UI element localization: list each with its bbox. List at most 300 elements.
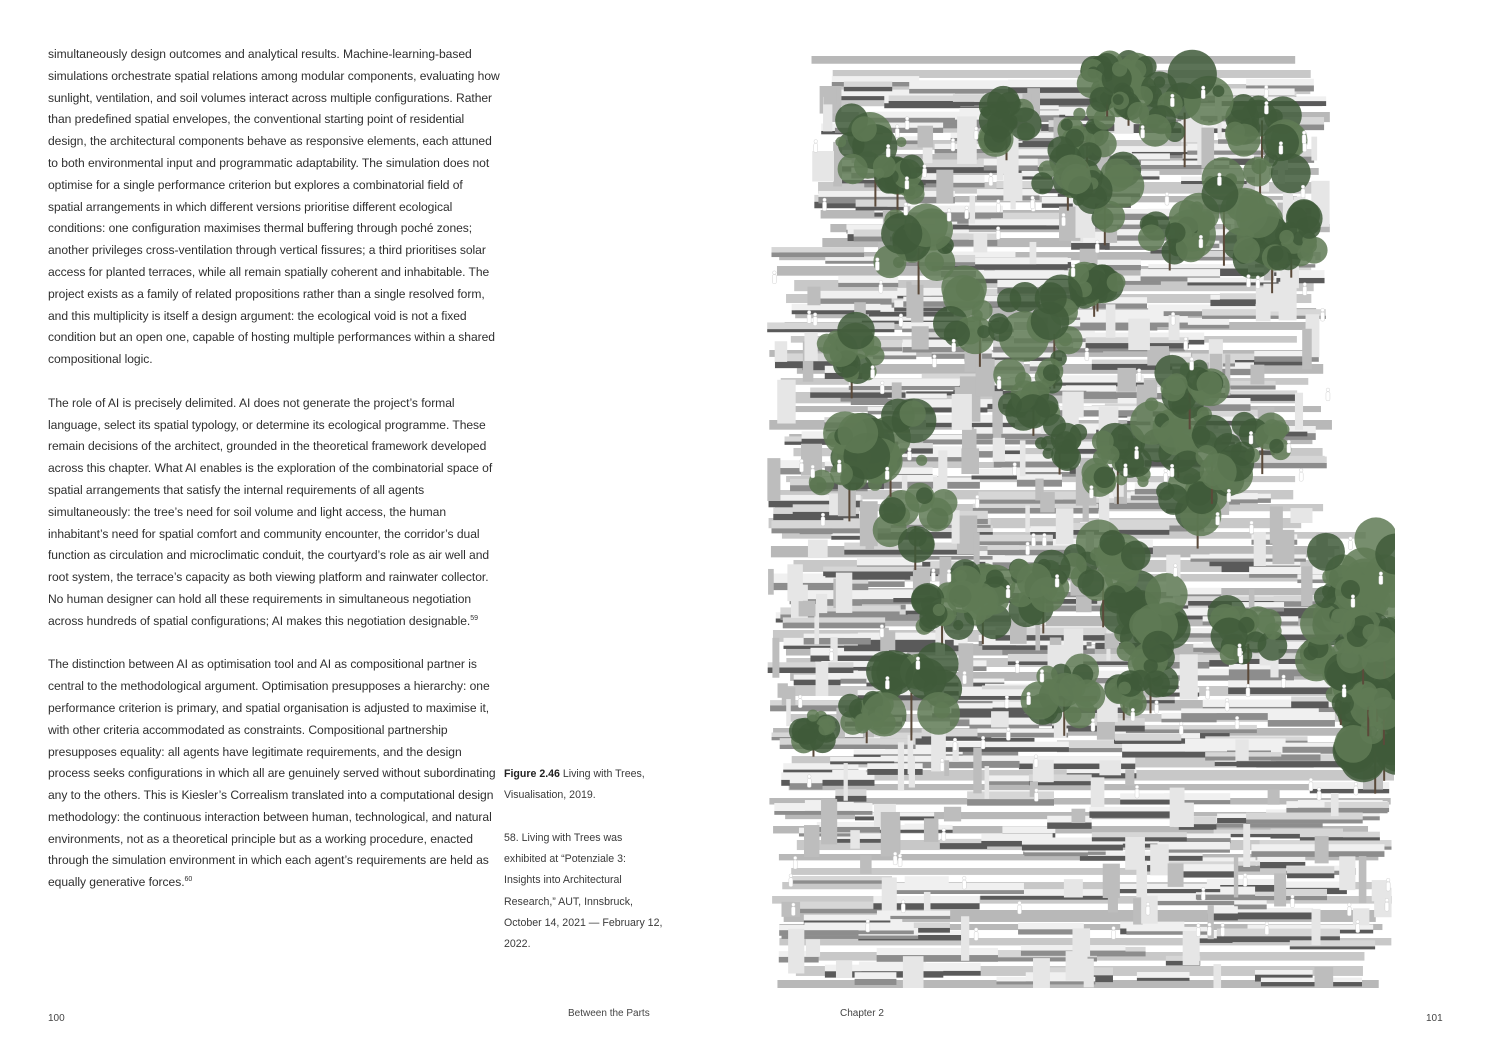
wall-element: [1254, 532, 1266, 566]
person-head: [1007, 728, 1011, 732]
person-head: [1055, 574, 1059, 578]
tree-foliage: [1035, 282, 1067, 314]
wall-element: [1033, 958, 1050, 988]
person-head: [807, 310, 811, 314]
tower-visualisation: [767, 46, 1395, 988]
person-head: [1264, 85, 1268, 89]
tree-foliage: [955, 570, 967, 582]
person-body: [951, 142, 955, 151]
tree-foliage: [1090, 548, 1103, 561]
slab-underside: [973, 508, 1099, 514]
wall-element: [1136, 861, 1147, 897]
person-body: [1303, 286, 1307, 295]
tree-foliage: [1077, 570, 1104, 597]
person-body: [947, 212, 951, 221]
person-head: [1034, 755, 1038, 759]
slab-underside: [844, 87, 892, 91]
slab-underside: [1092, 303, 1147, 308]
wall-element: [1091, 777, 1105, 807]
person-body: [1013, 466, 1017, 475]
floor-slab: [783, 617, 885, 622]
floor-slab: [1089, 807, 1182, 811]
person-body: [1235, 720, 1239, 729]
person-head: [1326, 388, 1330, 392]
person-head: [963, 671, 967, 675]
person-body: [886, 148, 890, 157]
person-head: [1027, 692, 1031, 696]
floor-slab: [1018, 923, 1084, 929]
floor-slab: [905, 876, 949, 883]
person-head: [773, 271, 777, 275]
person-head: [792, 903, 796, 907]
wall-element: [924, 892, 931, 911]
tree-foliage: [1287, 207, 1307, 227]
person-body: [1031, 200, 1035, 209]
slab-underside: [967, 799, 1054, 806]
tree-foliage: [1097, 445, 1111, 459]
person-body: [1348, 540, 1352, 549]
person-body: [1265, 926, 1269, 935]
footnote-ref-59[interactable]: 59: [470, 614, 478, 622]
floor-slab: [1246, 79, 1314, 86]
person-body: [800, 463, 804, 472]
tree-foliage: [986, 570, 1004, 588]
person-body: [901, 904, 905, 913]
person-head: [814, 140, 818, 144]
person-body: [772, 275, 776, 284]
wall-element: [1235, 739, 1248, 760]
tree-foliage: [1138, 224, 1165, 251]
floor-slab: [978, 755, 1020, 760]
person-head: [953, 738, 957, 742]
floor-slab: [1217, 929, 1340, 937]
slab-underside: [1246, 819, 1363, 823]
person-head: [1202, 887, 1206, 891]
person-head: [789, 874, 793, 878]
tree-foliage: [1197, 371, 1223, 397]
tree-foliage: [1303, 646, 1317, 660]
person-head: [811, 465, 815, 469]
person-head: [940, 759, 944, 763]
person-body: [866, 923, 870, 932]
tree-foliage: [1161, 376, 1186, 401]
person-head: [1146, 902, 1150, 906]
person-body: [1385, 902, 1389, 911]
person-body: [1085, 352, 1089, 361]
person-head: [1135, 785, 1139, 789]
person-body: [1165, 196, 1169, 205]
floor-slab: [978, 492, 1081, 500]
wall-element: [952, 394, 972, 430]
wall-element: [1268, 790, 1280, 805]
tree-foliage: [881, 213, 922, 254]
wall-element: [903, 956, 924, 988]
slab-underside: [1261, 982, 1362, 986]
person-head: [1032, 533, 1036, 537]
tree-foliage: [946, 580, 979, 613]
tree-foliage: [899, 400, 925, 426]
tree-foliage: [898, 526, 935, 563]
person-head: [1279, 142, 1283, 146]
person-body: [893, 856, 897, 865]
tree-foliage: [1107, 273, 1126, 292]
person-body: [965, 210, 969, 219]
floor-slab: [830, 757, 894, 761]
person-body: [793, 860, 797, 869]
person-head: [1317, 787, 1321, 791]
wall-element: [912, 326, 929, 349]
slab-underside: [1228, 687, 1332, 694]
tree-foliage: [837, 312, 875, 350]
person-head: [886, 144, 890, 148]
person-body: [1135, 789, 1139, 798]
wall-element: [768, 569, 774, 595]
wall-element: [976, 359, 995, 397]
person-body: [1006, 731, 1010, 740]
wall-element: [1301, 566, 1312, 606]
person-body: [837, 464, 841, 473]
person-head: [1349, 537, 1353, 541]
paragraph-3: [48, 654, 500, 894]
person-head: [1321, 308, 1325, 312]
tree-foliage: [1073, 108, 1085, 120]
person-body: [1190, 361, 1194, 370]
person-body: [829, 652, 833, 661]
tree-foliage: [1231, 442, 1255, 466]
wall-element: [1243, 824, 1250, 867]
person-head: [997, 376, 1001, 380]
person-body: [1287, 444, 1291, 453]
slab-underside: [978, 761, 1020, 768]
person-head: [1164, 469, 1168, 473]
tree-foliage: [1213, 85, 1225, 97]
floor-slab: [1187, 278, 1291, 283]
person-body: [1216, 516, 1220, 525]
floor-slab: [987, 546, 1072, 550]
wall-element: [991, 711, 1009, 727]
tree-foliage: [1061, 164, 1091, 194]
person-head: [1348, 903, 1352, 907]
person-head: [1221, 923, 1225, 927]
wall-element: [1106, 304, 1116, 338]
person-head: [905, 176, 909, 180]
tree-foliage: [1267, 246, 1283, 262]
person-body: [807, 314, 811, 323]
tree-foliage: [900, 155, 924, 179]
person-body: [1317, 791, 1321, 800]
wall-element: [1359, 856, 1367, 903]
person-body: [916, 661, 920, 670]
person-head: [1354, 782, 1358, 786]
person-body: [1124, 467, 1128, 476]
wall-element: [985, 766, 990, 799]
person-body: [1155, 704, 1159, 713]
person-body: [1342, 688, 1346, 697]
floor-slab: [1176, 864, 1236, 871]
person-body: [1225, 702, 1229, 711]
person-body: [1201, 90, 1205, 99]
person-head: [1137, 369, 1141, 373]
person-head: [899, 314, 903, 318]
wall-element: [1150, 844, 1169, 875]
floor-slab: [767, 322, 894, 329]
slab-underside: [838, 283, 898, 287]
wall-element: [799, 601, 816, 617]
person-body: [1091, 722, 1095, 731]
wall-element: [767, 458, 780, 501]
tree-foliage: [862, 692, 906, 736]
slab-underside: [980, 896, 1114, 900]
tree-trunk: [910, 693, 912, 741]
person-head: [813, 313, 817, 317]
paragraph-1: [48, 44, 500, 371]
person-body: [905, 180, 909, 189]
person-head: [1282, 675, 1286, 679]
floor-slab: [1092, 832, 1187, 837]
person-head: [1235, 716, 1239, 720]
tree-foliage: [830, 350, 842, 362]
person-head: [1085, 348, 1089, 352]
person-body: [1243, 877, 1247, 886]
person-body: [1326, 392, 1330, 401]
person-head: [823, 198, 827, 202]
floor-slab: [790, 777, 823, 783]
tree-foliage: [1279, 230, 1294, 245]
paragraph-2: [48, 393, 500, 633]
person-body: [1170, 98, 1174, 107]
person-body: [931, 572, 935, 581]
wall-element: [1274, 873, 1286, 906]
wall-element: [1339, 856, 1355, 890]
person-head: [962, 876, 966, 880]
floor-slab: [877, 948, 998, 955]
person-head: [1006, 585, 1010, 589]
tree-foliage: [789, 718, 814, 743]
slab-underside: [1022, 845, 1123, 851]
person-head: [1141, 125, 1145, 129]
person-head: [1091, 718, 1095, 722]
tree-foliage: [873, 155, 896, 178]
floor-slab: [1122, 744, 1240, 752]
person-body: [996, 203, 1000, 212]
wall-element: [1020, 440, 1026, 476]
tree-foliage: [1036, 666, 1058, 688]
slab-underside: [771, 252, 864, 257]
person-body: [895, 128, 899, 137]
person-head: [1190, 357, 1194, 361]
floor-slab: [792, 304, 881, 310]
person-head: [898, 854, 902, 858]
slab-underside: [1209, 561, 1260, 566]
person-head: [880, 381, 884, 385]
person-body: [975, 499, 979, 508]
tree-foliage: [838, 694, 862, 718]
slab-underside: [894, 890, 1024, 894]
slab-underside: [1131, 496, 1162, 501]
floor-slab: [1126, 927, 1207, 931]
person-head: [893, 852, 897, 856]
person-body: [907, 451, 911, 460]
wall-element: [1025, 505, 1030, 532]
floor-slab: [1255, 970, 1313, 975]
person-head: [1351, 595, 1355, 599]
wall-element: [1083, 503, 1089, 521]
wall-element: [1311, 137, 1317, 161]
person-body: [905, 120, 909, 129]
wall-element: [1128, 319, 1150, 350]
tree-foliage: [836, 137, 847, 148]
person-head: [1035, 789, 1039, 793]
slab-underside: [1237, 761, 1343, 767]
person-body: [1264, 105, 1268, 114]
person-body: [940, 762, 944, 771]
person-body: [996, 230, 1000, 239]
figure-living-with-trees: [767, 46, 1395, 988]
footnote-58: 58. Living with Trees was exhibited at “Potenziale 3: Insights into Architectural Research,” AUT, Innsbruck, October 14, 2021 — February 12, 2022.: [504, 831, 663, 951]
slab-underside: [1047, 822, 1091, 828]
person-head: [838, 460, 842, 464]
person-body: [823, 202, 827, 211]
person-body: [1207, 927, 1211, 936]
floor-slab: [945, 742, 1069, 747]
person-head: [798, 695, 802, 699]
person-body: [1179, 726, 1183, 735]
slab-underside: [1089, 811, 1182, 818]
slab-underside: [791, 880, 892, 884]
person-body: [953, 742, 957, 751]
wall-element: [1056, 508, 1074, 544]
person-head: [876, 258, 880, 262]
person-body: [1184, 341, 1188, 350]
person-body: [997, 380, 1001, 389]
person-head: [996, 227, 1000, 231]
wall-element: [806, 939, 820, 956]
wall-element: [1180, 654, 1198, 699]
person-head: [1096, 240, 1100, 244]
tree-foliage: [988, 313, 1009, 334]
wall-element: [1331, 793, 1339, 816]
person-body: [1173, 568, 1177, 577]
wall-element: [1084, 959, 1094, 988]
person-body: [798, 699, 802, 708]
tree-trunk: [1184, 113, 1186, 168]
person-head: [1005, 695, 1009, 699]
page-number-right: 101: [1426, 1013, 1443, 1024]
wall-element: [909, 755, 915, 787]
wall-element: [936, 170, 953, 203]
wall-element: [1170, 788, 1185, 827]
person-body: [1299, 472, 1303, 481]
wall-element: [1295, 393, 1303, 430]
person-body: [1217, 177, 1221, 186]
structure-band: [812, 56, 1296, 64]
tree-foliage: [977, 325, 990, 338]
running-title-left: Between the Parts: [568, 1008, 650, 1019]
footnote-ref-60[interactable]: 60: [184, 876, 193, 884]
tree-foliage: [917, 692, 960, 735]
wall-element: [1099, 760, 1121, 775]
person-body: [1071, 268, 1075, 277]
person-head: [1015, 660, 1019, 664]
slab-underside: [1268, 720, 1335, 727]
person-body: [1015, 664, 1019, 673]
person-head: [996, 200, 1000, 204]
tree-foliage: [979, 584, 1010, 615]
slab-underside: [1120, 800, 1177, 805]
person-body: [1018, 905, 1022, 914]
person-head: [1171, 94, 1175, 98]
person-head: [1238, 644, 1242, 648]
person-body: [1386, 882, 1390, 891]
person-head: [880, 625, 884, 629]
person-body: [1112, 930, 1116, 939]
person-body: [1005, 699, 1009, 708]
person-body: [814, 143, 818, 152]
person-head: [1299, 468, 1303, 472]
slab-underside: [1300, 837, 1380, 840]
slab-underside: [1291, 701, 1328, 708]
person-body: [1354, 786, 1358, 795]
floor-slab: [1115, 734, 1181, 741]
person-body: [963, 675, 967, 684]
person-body: [1034, 758, 1038, 767]
floor-slab: [1300, 832, 1380, 837]
tree-foliage: [1112, 61, 1127, 76]
person-head: [1309, 778, 1313, 782]
wall-element: [1168, 863, 1184, 887]
person-body: [1095, 244, 1099, 253]
tree-foliage: [838, 413, 879, 454]
person-body: [1170, 468, 1174, 477]
person-head: [885, 467, 889, 471]
person-body: [923, 168, 927, 177]
floor-slab: [1287, 866, 1334, 873]
person-head: [947, 209, 951, 213]
person-body: [1290, 899, 1294, 908]
person-body: [1196, 928, 1200, 937]
slab-underside: [945, 747, 1069, 752]
side-notes: [504, 764, 664, 956]
wall-element: [777, 380, 795, 424]
person-body: [1201, 891, 1205, 900]
person-head: [1184, 337, 1188, 341]
person-head: [1201, 86, 1205, 90]
person-body: [932, 358, 936, 367]
wall-element: [1291, 508, 1313, 523]
wall-element: [850, 830, 860, 848]
person-head: [1135, 446, 1139, 450]
tree-foliage: [1031, 172, 1053, 194]
person-head: [1112, 926, 1116, 930]
person-body: [1206, 690, 1210, 699]
person-body: [974, 932, 978, 941]
person-body: [942, 832, 946, 841]
person-head: [1131, 708, 1135, 712]
person-head: [800, 459, 804, 463]
person-head: [901, 900, 905, 904]
person-head: [981, 736, 985, 740]
wall-element: [1263, 284, 1283, 312]
person-head: [1179, 722, 1183, 726]
slab-underside: [835, 796, 866, 802]
body-text: [48, 44, 500, 916]
wall-element: [772, 638, 779, 678]
person-body: [1221, 927, 1225, 936]
wall-element: [786, 699, 791, 726]
person-head: [1291, 895, 1295, 899]
slab-underside: [767, 329, 894, 332]
person-body: [1302, 135, 1306, 144]
